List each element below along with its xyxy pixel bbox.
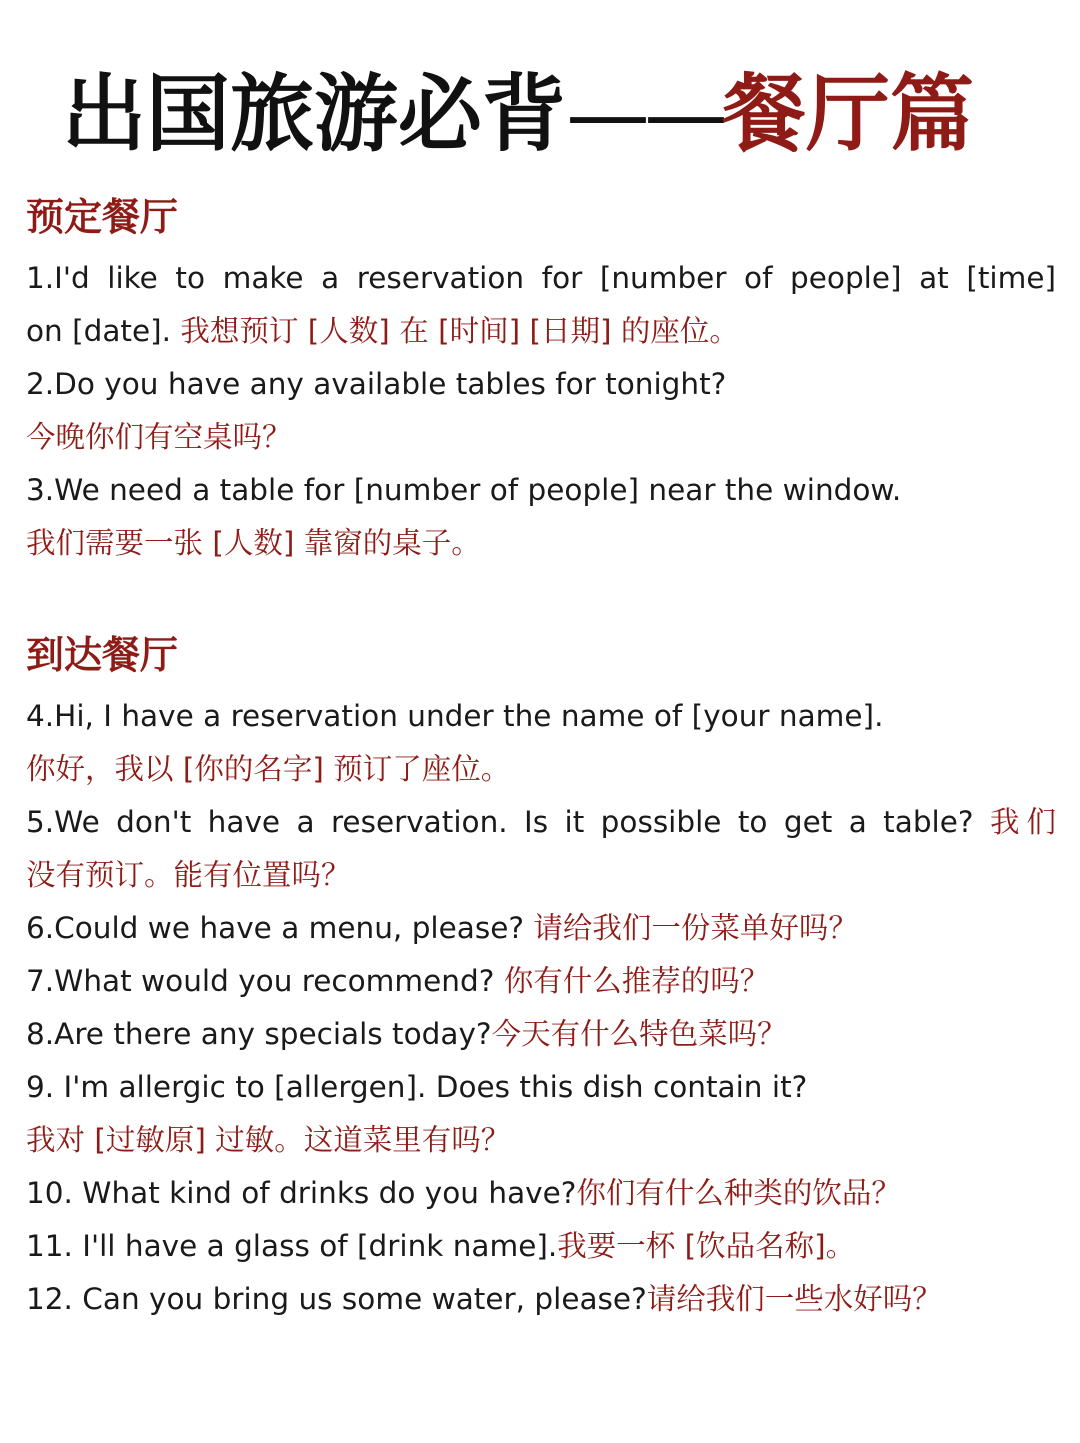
phrase-line <box>26 743 1056 796</box>
english-text: 8.Are there any specials today? <box>26 1017 492 1051</box>
phrase-line <box>26 902 1056 955</box>
title-accent: 餐厅篇 <box>722 65 975 163</box>
english-text: 10. What kind of drinks do you have? <box>26 1176 577 1210</box>
phrase-line <box>26 305 1056 358</box>
chinese-translation: 请给我们一份菜单好吗？ <box>533 911 858 945</box>
chinese-translation: 今天有什么特色菜吗？ <box>491 1017 787 1051</box>
phrase-line <box>26 1167 1056 1220</box>
chinese-translation: 今晚你们有空桌吗？ <box>26 420 292 454</box>
section-heading: 到达餐厅 <box>26 633 179 677</box>
english-text: 11. I'll have a glass of [drink name]. <box>26 1229 558 1263</box>
phrase-line <box>26 1220 1056 1273</box>
english-text: 6.Could we have a menu, please? <box>26 911 534 945</box>
english-text: 2.Do you have any available tables for tonight? <box>26 367 727 401</box>
english-text: 3.We need a table for [number of people] near the window. <box>26 473 902 507</box>
english-text: 4.Hi, I have a reservation under the name of [your name]. <box>26 699 884 733</box>
english-text: 5.We don't have a reservation. Is it possible to get a table? <box>26 805 990 839</box>
phrase-line <box>26 252 1056 305</box>
chinese-translation: 我对 [过敏原] 过敏。这道菜里有吗？ <box>26 1123 511 1157</box>
phrase-line <box>26 796 1056 849</box>
phrase-line <box>26 690 1056 743</box>
section-reserve-restaurant <box>26 192 1056 570</box>
chinese-translation: 我们 <box>989 805 1056 839</box>
section-arrive-restaurant <box>26 630 1056 1326</box>
phrase-line <box>26 517 1056 570</box>
phrase-line <box>26 464 1056 517</box>
english-text: 7.What would you recommend? <box>26 964 504 998</box>
phrase-line <box>26 1061 1056 1114</box>
phrase-line <box>26 1008 1056 1061</box>
chinese-translation: 你有什么推荐的吗？ <box>503 964 770 998</box>
chinese-translation: 我要一杯 [饮品名称]。 <box>557 1229 856 1263</box>
chinese-translation: 你好，我以 [你的名字] 预订了座位。 <box>26 752 511 786</box>
chinese-translation: 请给我们一些水好吗？ <box>646 1282 942 1316</box>
phrase-line <box>26 955 1056 1008</box>
phrase-line <box>26 358 1056 411</box>
section-heading: 预定餐厅 <box>26 195 179 239</box>
chinese-translation: 没有预订。能有位置吗？ <box>26 858 351 892</box>
title-dash: —— <box>566 65 723 163</box>
english-text: on [date]. <box>26 314 181 348</box>
chinese-translation: 你们有什么种类的饮品？ <box>576 1176 901 1210</box>
phrase-line <box>26 849 1056 902</box>
english-text: 9. I'm allergic to [allergen]. Does this dish contain it? <box>26 1070 808 1104</box>
title-main: 出国旅游必背 <box>62 65 567 163</box>
chinese-translation: 我想预订 [人数] 在 [时间] [日期] 的座位。 <box>180 314 739 348</box>
phrase-line <box>26 1273 1056 1326</box>
page-title <box>62 60 1062 168</box>
english-text: 1.I'd like to make a reservation for [number of people] at [time] <box>26 261 1056 295</box>
phrase-line <box>26 411 1056 464</box>
phrase-line <box>26 1114 1056 1167</box>
english-text: 12. Can you bring us some water, please? <box>26 1282 647 1316</box>
chinese-translation: 我们需要一张 [人数] 靠窗的桌子。 <box>26 526 481 560</box>
